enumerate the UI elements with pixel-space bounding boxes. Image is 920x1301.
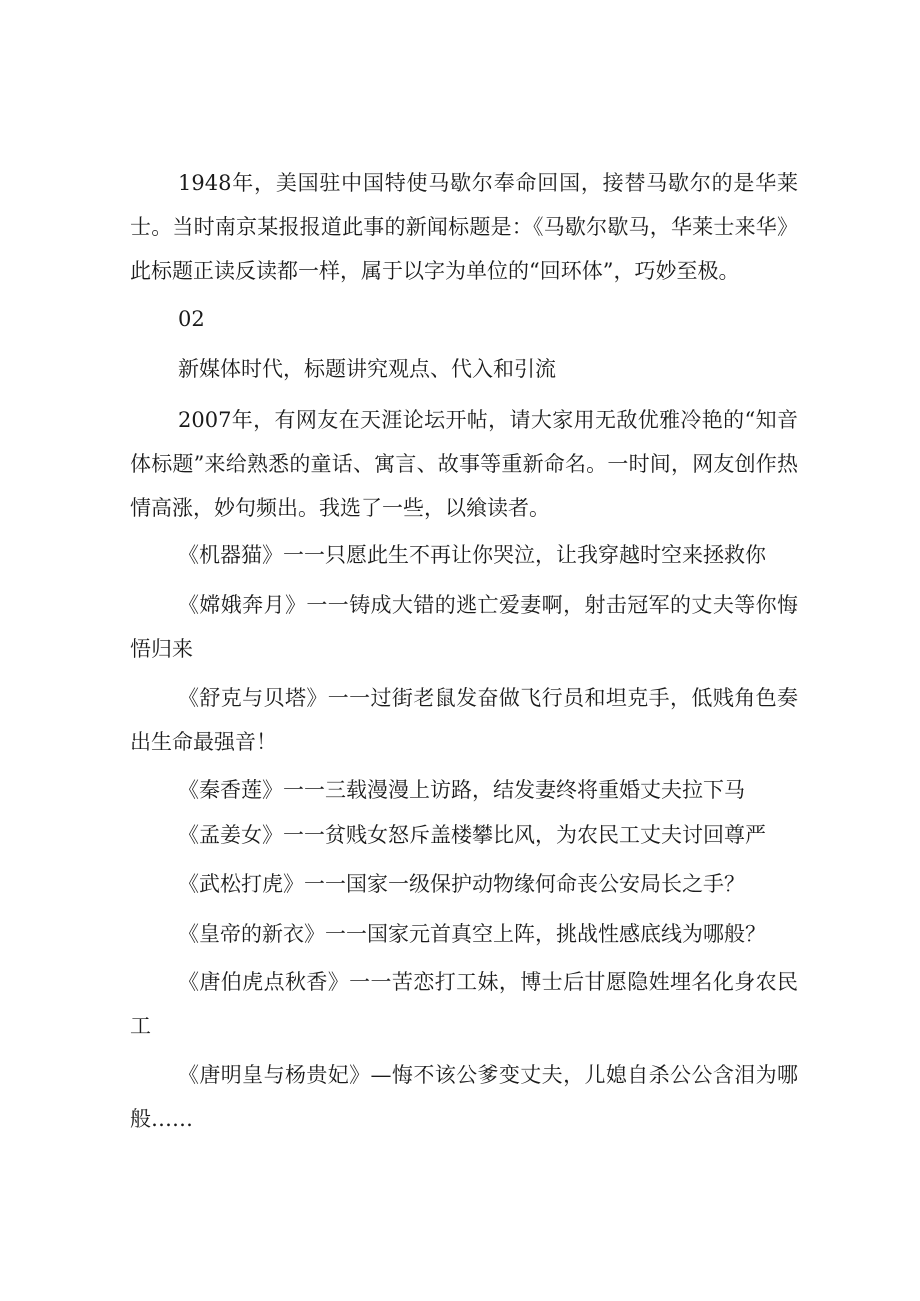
title-example: 《孟姜女》一一贫贱女怒斥盖楼攀比风，为农民工丈夫讨回尊严 xyxy=(178,823,766,847)
paragraph-zhiyinti-intro: 2007年，有网友在天涯论坛开帖，请大家用无敌优雅冷艳的“知音体标题”来给熟悉的童话、寓言、故事等重新命名。一时间，网友创作热情高涨，妙句频出。我选了一些，以飨读者。 xyxy=(130,408,798,520)
title-example: 《唐伯虎点秋香》一一苦恋打工妹，博士后甘愿隐姓埋名化身农民工 xyxy=(130,970,798,1038)
section-subheading: 新媒体时代，标题讲究观点、代入和引流 xyxy=(178,357,556,381)
title-example: 《嫦娥奔月》一一铸成大错的逃亡爱妻啊，射击冠军的丈夫等你悔悟归来 xyxy=(130,593,798,661)
paragraph-huanhuanti: 1948年，美国驻中国特使马歇尔奉命回国，接替马歇尔的是华莱士。当时南京某报报道此事的新闻标题是：《马歇尔歇马，华莱士来华》此标题正读反读都一样，属于以字为单位的“回环体”，巧妙至极。 xyxy=(130,171,798,283)
title-example: 《机器猫》一一只愿此生不再让你哭泣，让我穿越时空来拯救你 xyxy=(178,543,766,567)
title-example: 《舒克与贝塔》一一过街老鼠发奋做飞行员和坦克手，低贱角色奏出生命最强音！ xyxy=(130,686,798,754)
title-example: 《秦香莲》一一三载漫漫上访路，结发妻终将重婚丈夫拉下马 xyxy=(178,778,745,802)
section-number: 02 xyxy=(178,307,205,331)
title-example: 《皇帝的新衣》一一国家元首真空上阵，挑战性感底线为哪般？ xyxy=(178,922,766,946)
title-example: 《武松打虎》一一国家一级保护动物缘何命丧公安局长之手？ xyxy=(178,872,745,896)
title-example: 《唐明皇与杨贵妃》—悔不该公爹变丈夫，儿媳自杀公公含泪为哪般…… xyxy=(130,1063,798,1131)
